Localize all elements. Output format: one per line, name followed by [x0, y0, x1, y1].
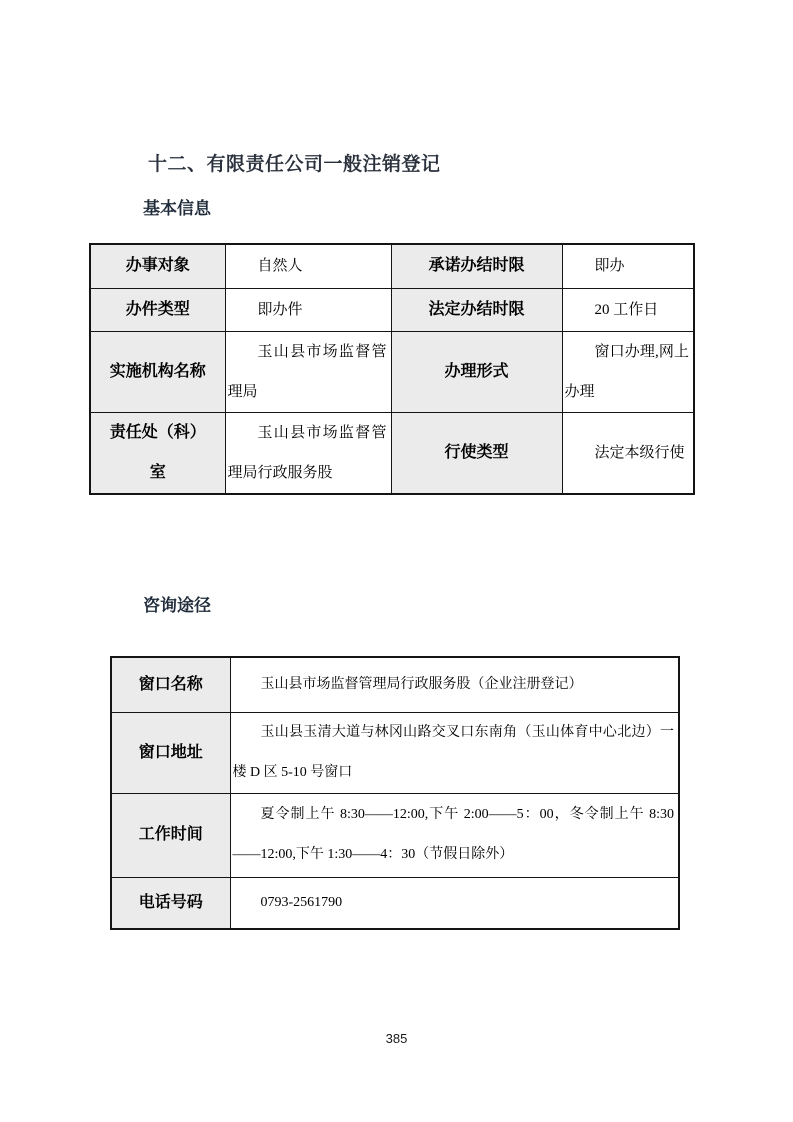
table-row: [90, 331, 694, 412]
basic-info-label-cell: 办事对象: [90, 244, 225, 288]
basic-info-label-cell: 承诺办结时限: [391, 244, 562, 288]
consultation-label-cell: 窗口地址: [111, 712, 230, 793]
table-row: [111, 712, 679, 793]
table-row: [90, 412, 694, 494]
consultation-value-cell: 夏令制上午 8:30——12:00,下午 2:00——5：00，冬令制上午 8:30——12:00,下午 1:30——4：30（节假日除外）: [230, 793, 679, 877]
basic-info-label-cell: 实施机构名称: [90, 331, 225, 412]
basic-info-value-cell: 玉山县市场监督管理局行政服务股: [225, 412, 391, 494]
consultation-label-cell: 窗口名称: [111, 657, 230, 712]
basic-info-label-cell: 办理形式: [391, 331, 562, 412]
basic-info-label-cell: 办件类型: [90, 288, 225, 331]
section-heading-consultation: 咨询途径: [143, 596, 211, 615]
consultation-value-cell: 玉山县市场监督管理局行政服务股（企业注册登记）: [230, 657, 679, 712]
section-heading-basic-info: 基本信息: [143, 199, 211, 218]
basic-info-value-cell: 即办件: [225, 288, 391, 331]
basic-info-label-cell: 法定办结时限: [391, 288, 562, 331]
basic-info-value-cell: 窗口办理,网上办理: [562, 331, 694, 412]
consultation-value-cell: 0793-2561790: [230, 877, 679, 929]
table-row: [111, 657, 679, 712]
table-row: [111, 877, 679, 929]
consultation-label-cell: 电话号码: [111, 877, 230, 929]
consultation-label-cell: 工作时间: [111, 793, 230, 877]
table-row: [90, 288, 694, 331]
page-title: 十二、有限责任公司一般注销登记: [148, 154, 441, 175]
basic-info-value-cell: 自然人: [225, 244, 391, 288]
basic-info-label-cell: 行使类型: [391, 412, 562, 494]
basic-info-value-cell: 20 工作日: [562, 288, 694, 331]
basic-info-value-cell: 即办: [562, 244, 694, 288]
basic-info-value-cell: 玉山县市场监督管理局: [225, 331, 391, 412]
table-row: [111, 793, 679, 877]
table-row: [90, 244, 694, 288]
page-number: 385: [385, 1031, 408, 1046]
basic-info-value-cell: 法定本级行使: [562, 412, 694, 494]
consultation-value-cell: 玉山县玉清大道与林冈山路交叉口东南角（玉山体育中心北边）一楼 D 区 5-10 号窗口: [230, 712, 679, 793]
consultation-table: [110, 656, 680, 930]
basic-info-label-cell: 责任处（科）室: [90, 412, 225, 494]
basic-info-table: [89, 243, 695, 495]
